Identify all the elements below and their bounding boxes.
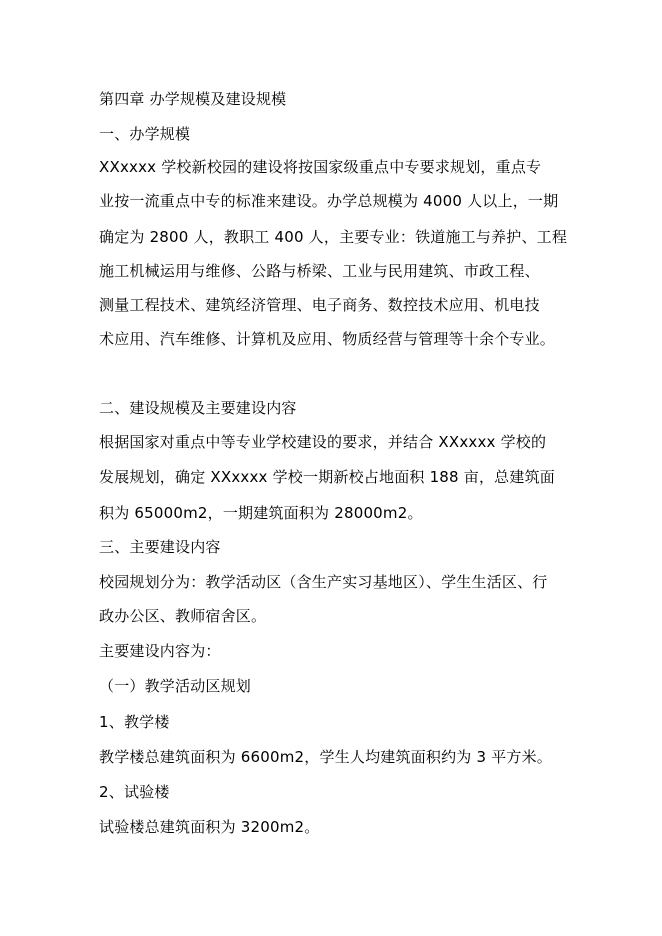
paragraph-line: 测量工程技术、建筑经济管理、电子商务、数控技术应用、机电技 — [99, 296, 540, 314]
paragraph-line: 政办公区、教师宿舍区。 — [99, 607, 267, 625]
section-heading: 三、主要建设内容 — [99, 538, 221, 556]
paragraph-line: 施工机械运用与维修、公路与桥梁、工业与民用建筑、市政工程、 — [99, 262, 540, 280]
paragraph-line: 试验楼总建筑面积为 3200m2。 — [99, 818, 320, 836]
paragraph-line: 业按一流重点中专的标准来建设。办学总规模为 4000 人以上，一期 — [99, 192, 559, 210]
paragraph-line: 教学楼总建筑面积为 6600m2，学生人均建筑面积约为 3 平方米。 — [99, 748, 552, 766]
item-title: 1、教学楼 — [99, 713, 170, 731]
paragraph-line: 积为 65000m2，一期建筑面积为 28000m2。 — [99, 504, 423, 522]
paragraph-line: 发展规划，确定 XXxxxx 学校一期新校占地面积 188 亩，总建筑面 — [99, 468, 555, 486]
paragraph-line: 确定为 2800 人，教职工 400 人，主要专业：铁道施工与养护、工程 — [99, 228, 568, 246]
section-heading: 二、建设规模及主要建设内容 — [99, 399, 297, 417]
subsection-heading: （一）教学活动区规划 — [99, 677, 252, 695]
paragraph-line: 根据国家对重点中等专业学校建设的要求，并结合 XXxxxx 学校的 — [99, 433, 547, 451]
paragraph-line: 主要建设内容为： — [99, 642, 221, 660]
paragraph-line: XXxxxx 学校新校园的建设将按国家级重点中专要求规划，重点专 — [99, 158, 542, 176]
chapter-title: 第四章 办学规模及建设规模 — [99, 90, 287, 108]
item-title: 2、试验楼 — [99, 783, 170, 801]
section-heading: 一、办学规模 — [99, 125, 191, 143]
paragraph-line: 校园规划分为：教学活动区（含生产实习基地区）、学生生活区、行 — [99, 573, 548, 591]
paragraph-line: 术应用、汽车维修、计算机及应用、物质经营与管理等十余个专业。 — [99, 330, 556, 348]
